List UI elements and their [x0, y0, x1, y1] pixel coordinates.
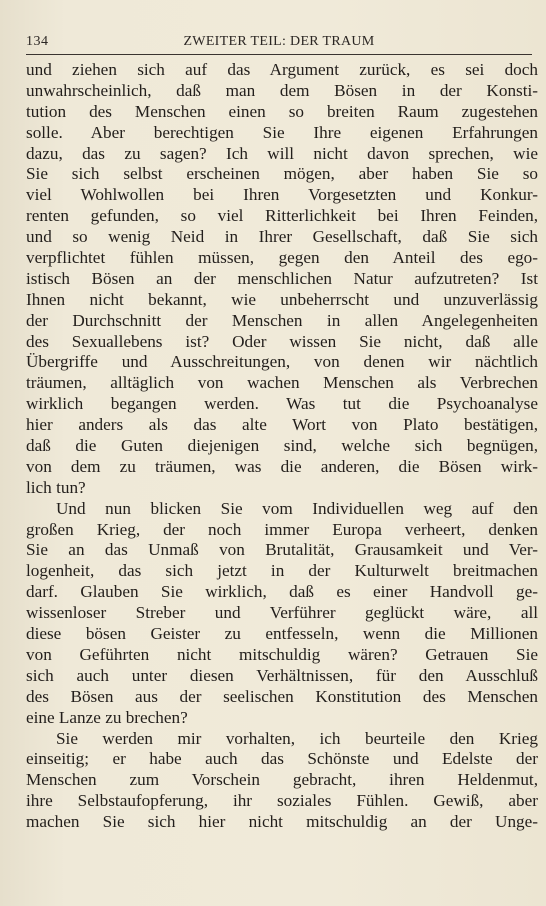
text-line: Übergriffe und Ausschreitungen, von denen wir nächtlich — [26, 352, 538, 372]
text-line: unwahrscheinlich, daß man dem Bösen in der Konsti- — [26, 80, 538, 100]
paragraph-start-line: Sie werden mir vorhalten, ich beurteile den Krieg — [56, 728, 538, 748]
text-line: des Bösen aus der seelischen Konstitution des Menschen — [26, 686, 538, 706]
text-line: von dem zu träumen, was die anderen, die Bösen wirk- — [26, 456, 538, 476]
running-head: ZWEITER TEIL: DER TRAUM — [183, 34, 375, 49]
paragraph-start-line: Und nun blicken Sie vom Individuellen weg auf den — [56, 498, 538, 518]
paragraph-end-line: lich tun? — [26, 477, 86, 497]
text-line: istisch Bösen an der menschlichen Natur aufzutreten? Ist — [26, 268, 538, 288]
paragraph-end-line: eine Lanze zu brechen? — [26, 707, 188, 727]
text-line: verpflichtet fühlen müssen, gegen den Anteil des ego- — [26, 248, 538, 268]
text-line: darf. Glauben Sie wirklich, daß es einer Handvoll ge- — [26, 582, 538, 602]
text-line: Sie sich selbst erscheinen mögen, aber haben Sie so — [26, 164, 538, 184]
text-line: der Durchschnitt der Menschen in allen Angelegenheiten — [26, 310, 538, 330]
text-line: machen Sie sich hier nicht mitschuldig an der Unge- — [26, 812, 538, 832]
text-line: ihre Selbstaufopferung, ihr soziales Fühlen. Gewiß, aber — [26, 791, 538, 811]
text-line: und ziehen sich auf das Argument zurück, es sei doch — [26, 60, 538, 79]
text-line: und so wenig Neid in Ihrer Gesellschaft, daß Sie sich — [26, 227, 538, 247]
text-line: des Sexuallebens ist? Oder wissen Sie nicht, daß alle — [26, 331, 538, 351]
text-line: sich auch unter diesen Verhältnissen, für den Ausschluß — [26, 665, 538, 685]
text-line: Menschen zum Vorschein gebracht, ihren Heldenmut, — [26, 770, 538, 790]
page-number: 134 — [26, 34, 49, 49]
page-header — [26, 32, 532, 52]
text-line: dazu, das zu sagen? Ich will nicht davon sprechen, wie — [26, 143, 538, 163]
text-line: Sie an das Unmaß von Brutalität, Grausamkeit und Ver- — [26, 540, 538, 560]
text-line: renten gefunden, so viel Ritterlichkeit bei Ihren Feinden, — [26, 206, 538, 226]
text-line: hier anders als das alte Wort von Plato bestätigen, — [26, 415, 538, 435]
text-line: großen Krieg, der noch immer Europa verheert, denken — [26, 519, 538, 539]
text-line: einseitig; er habe auch das Schönste und Edelste der — [26, 749, 538, 769]
header-rule — [26, 54, 532, 55]
text-line: Ihnen nicht bekannt, wie unbeherrscht und unzuverlässig — [26, 289, 538, 309]
text-line: daß die Guten diejenigen sind, welche sich begnügen, — [26, 436, 538, 456]
body-text — [26, 60, 538, 833]
text-line: träumen, alltäglich von wachen Menschen als Verbrechen — [26, 373, 538, 393]
text-line: viel Wohlwollen bei Ihren Vorgesetzten und Konkur- — [26, 185, 538, 205]
text-line: diese bösen Geister zu entfesseln, wenn die Millionen — [26, 624, 538, 644]
text-line: logenheit, das sich jetzt in der Kulturwelt breitmachen — [26, 561, 538, 581]
text-line: wirklich begangen werden. Was tut die Psychoanalyse — [26, 394, 538, 414]
text-line: wissenloser Streber und Verführer geglückt wäre, all — [26, 603, 538, 623]
text-line: von Geführten nicht mitschuldig wären? Getrauen Sie — [26, 644, 538, 664]
text-line: solle. Aber berechtigen Sie Ihre eigenen Erfahrungen — [26, 122, 538, 142]
text-line: tution des Menschen einen so breiten Raum zugestehen — [26, 101, 538, 121]
